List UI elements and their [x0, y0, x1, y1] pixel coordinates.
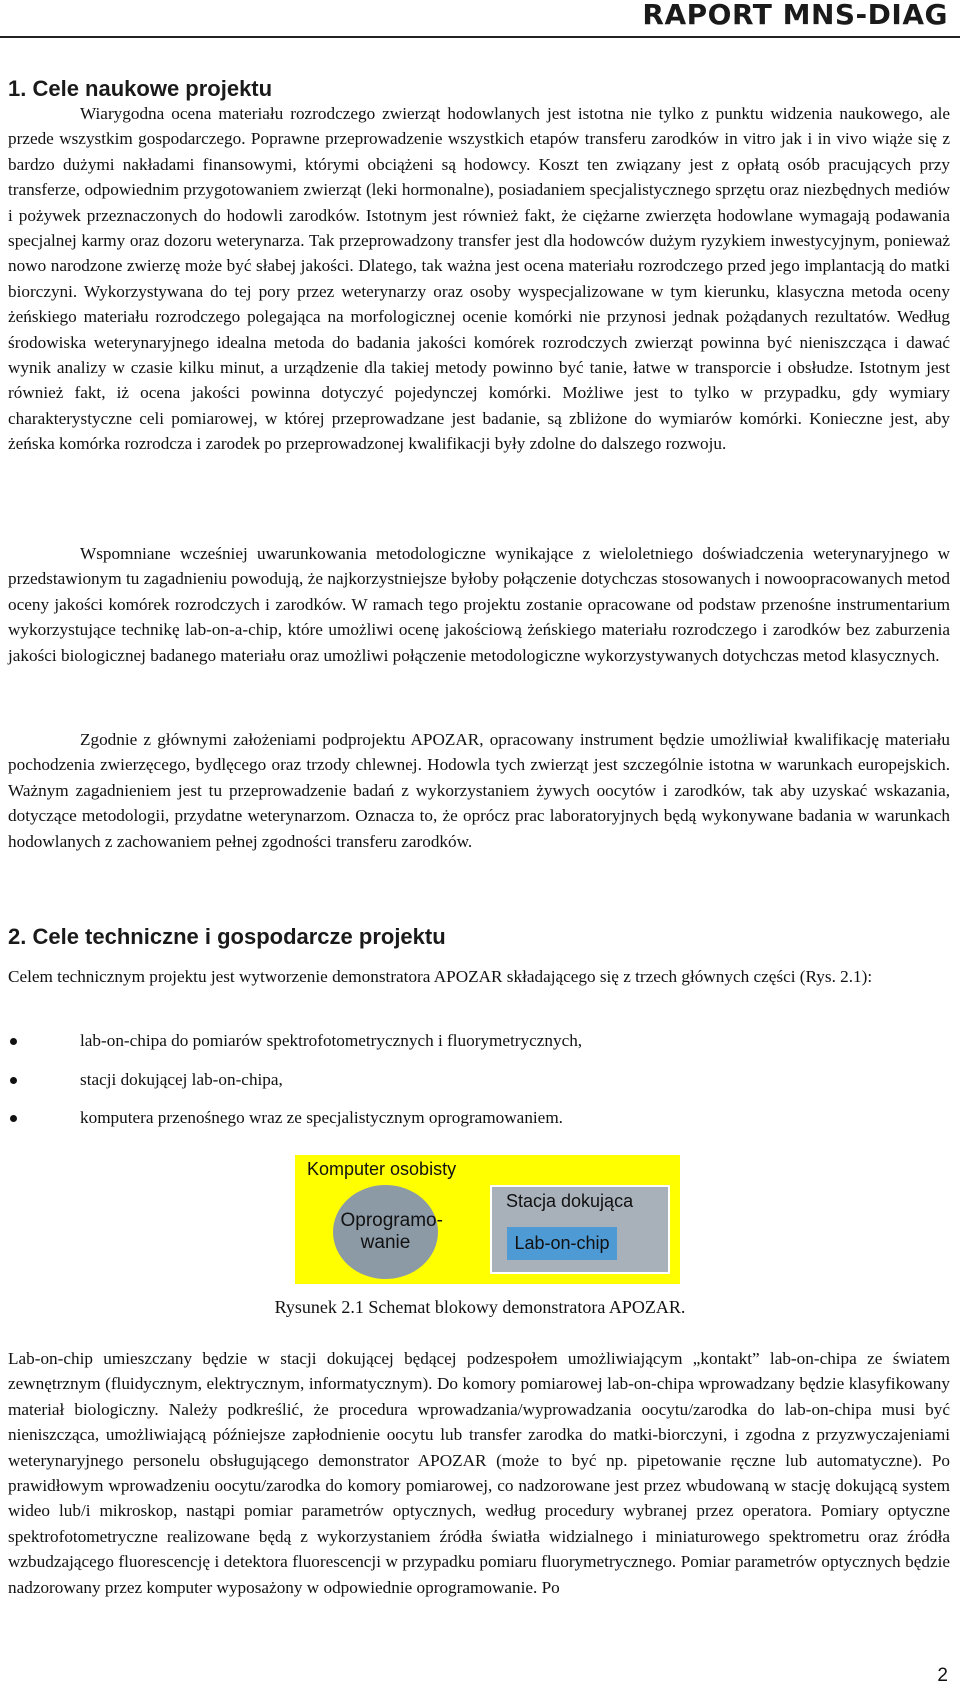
paragraph-text: Wspomniane wcześniej uwarunkowania metodologiczne wynikające z wieloletniego doświadczenia weterynaryjnego w przedstawionym tu zagadnieniu powodują, że najkorzystniejsze byłoby połączenie dotychczas stosowanych i nowoopracowanych metod oceny jakości komórek rozrodczych i zarodków. W ramach tego projektu zostanie opracowane od podstaw przenośne instrumentarium wykorzystujące technikę lab-on-a-chip, które umożliwi ocenę jakościową żeńskiego materiału rozrodczego i zarodków bez zaburzenia jakości biologicznej badanego materiału oraz umożliwi połączenie metodologiczne wykorzystywanych dotychczas metod klasycznych.	[8, 544, 950, 665]
section-2-intro	[8, 964, 950, 989]
list-item-text: lab-on-chipa do pomiarów spektrofotometrycznych i fluorymetrycznych,	[80, 1031, 583, 1050]
paragraph-text: Wiarygodna ocena materiału rozrodczego zwierząt hodowlanych jest istotna nie tylko z punktu widzenia naukowego, ale przede wszystkim gospodarczego. Poprawne przeprowadzenie wszystkich etapów transferu zarodków in vitro jak i in vivo wiąże się z bardzo dużymi nakładami finansowymi, którymi obciążeni są hodowcy. Koszt ten związany jest z opłatą osób pracujących przy transferze, odpowiednim przygotowaniem zwierząt (leki hormonalne), posiadaniem specjalistycznego sprzętu oraz niezbędnych mediów i pożywek przeznaczonych do hodowli zarodków. Istotnym jest również fakt, że ciężarne zwierzęta hodowlane wymagają podawania specjalnej karmy oraz dozoru weterynarza. Tak przeprowadzony transfer jest dla hodowców dużym ryzykiem inwestycyjnym, ponieważ nowo narodzone zwierzę może być słabej jakości. Dlatego, tak ważna jest ocena materiału rozrodczego przed jego implantacją do matki biorczyni. Wykorzystywana do tej pory przez weterynarzy oraz osoby wyspecjalizowane w tym kierunku, klasyczna metoda oceny żeńskiego materiału rozrodczego polegająca na morfologicznej ocenie komórki nie przynosi jednak pożądanych rezultatów. Według środowiska weterynaryjnego idealna metoda do badania jakości komórek rozrodczych zwierząt powinna być nieniszcząca i dawać wynik analizy w czasie kilku minut, a urządzenie dla takiej metody powinno być tanie, łatwe w transporcie i obsłudze. Istotnym jest również fakt, iż ocena jakości powinna dotyczyć pojedynczej komórki. Możliwe jest to tylko w przypadku, gdy wymiary charakterystyczne celi pomiarowej, w której przeprowadzane jest badanie, są zbliżone do wymiarów komórki. Konieczne jest, aby żeńska komórka rozrodcza i zarodek po przeprowadzonej kwalifikacji były zdolne do dalszego rozwoju.	[8, 104, 950, 454]
software-label: Oprogramo-wanie	[340, 1210, 443, 1253]
section-2-heading: 2. Cele techniczne i gospodarcze projektu	[8, 924, 446, 949]
bullet-icon	[10, 1115, 17, 1122]
lab-on-chip-block: Lab-on-chip	[507, 1227, 617, 1260]
paragraph-text: Celem technicznym projektu jest wytworzenie demonstratora APOZAR składającego się z trzech głównych części (Rys. 2.1):	[8, 967, 873, 986]
list-item-text: komputera przenośnego wraz ze specjalistycznym oprogramowaniem.	[80, 1108, 563, 1127]
list-item	[8, 1067, 908, 1106]
header-divider	[0, 36, 960, 38]
page-number: 2	[937, 1665, 948, 1686]
section-1-paragraph-2	[8, 541, 950, 668]
bullet-icon	[10, 1077, 17, 1084]
paragraph-text: Zgodnie z głównymi założeniami podprojektu APOZAR, opracowany instrument będzie umożliwiał kwalifikację materiału pochodzenia zwierzęcego, bydlęcego oraz trzody chlewnej. Hodowla tych zwierząt jest szczególnie istotna w warunkach europejskich. Ważnym zagadnieniem jest tu przeprowadzenie badań z wykorzystaniem żywych oocytów i zarodków, tak aby uzyskać wskazania, dotyczące metodologii, przydatne weterynarzom. Oznacza to, że oprócz prac laboratoryjnych będą wykonywane badania w warunkach hodowlanych z zachowaniem pełnej zgodności transferu zarodków.	[8, 730, 950, 851]
pc-label: Komputer osobisty	[307, 1159, 457, 1179]
docking-station-label: Stacja dokująca	[506, 1191, 634, 1211]
bullet-icon	[10, 1038, 17, 1045]
section-1-paragraph-3	[8, 727, 950, 854]
list-item	[8, 1105, 908, 1144]
block-diagram	[295, 1155, 680, 1284]
software-ellipse	[333, 1185, 443, 1279]
list-item	[8, 1028, 908, 1067]
docking-station-block	[490, 1185, 670, 1274]
paragraph-text: Lab-on-chip umieszczany będzie w stacji dokującej będącej podzespołem umożliwiającym „kontakt” lab-on-chipa ze światem zewnętrznym (fluidycznym, elektrycznym, informatycznym). Do komory pomiarowej lab-on-chipa wprowadzany będzie klasyfikowany materiał biologiczny. Należy podkreślić, że procedura wprowadzania/wyprowadzania oocytu/zarodka do lab-on-chipa musi być nieniszcząca, umożliwiającą późniejsze zapłodnienie oocytu lub transfer zarodka do matki-biorczyni, i zgodna z przyzwyczajeniami weterynaryjnego personelu obsługującego demonstrator APOZAR (może to być np. pipetowanie ręczne lub automatyczne). Po prawidłowym wprowadzeniu oocytu/zarodka do komory pomiarowej, co nadzorowane jest przez wbudowaną w stację dokującą system wideo lub/i mikroskop, nastąpi pomiar parametrów optycznych, według procedury wybranej przez operatora. Pomiary optyczne spektrofotometryczne realizowane będą z wykorzystaniem źródła światła widzialnego i miniaturowego spektrometru oraz źródła wzbudzającego fluorescencję i detektora fluorescencji w przypadku pomiaru fluorymetrycznego. Pomiar parametrów optycznych będzie nadzorowany przez komputer wyposażony w odpowiednie oprogramowanie. Po	[8, 1349, 950, 1597]
report-title: RAPORT MNS-DIAG	[642, 0, 948, 31]
figure-caption: Rysunek 2.1 Schemat blokowy demonstratora APOZAR.	[274, 1297, 686, 1317]
section-1-heading: 1. Cele naukowe projektu	[8, 76, 273, 101]
components-list	[8, 1028, 908, 1144]
list-item-text: stacji dokującej lab-on-chipa,	[80, 1069, 283, 1089]
section-2-paragraph	[8, 1346, 950, 1600]
section-1-paragraph-1	[8, 101, 950, 457]
